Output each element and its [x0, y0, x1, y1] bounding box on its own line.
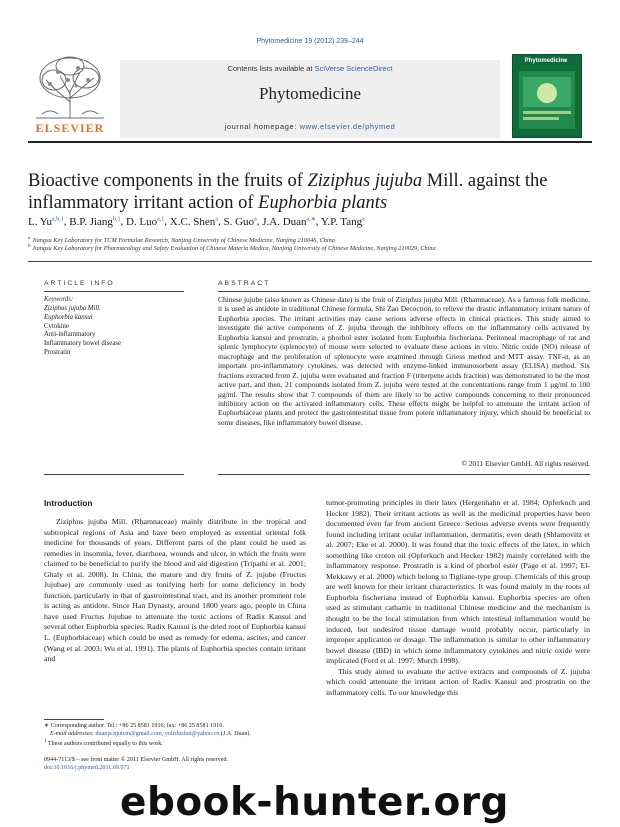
author[interactable]: X.C. Shen$^a$ [169, 215, 218, 228]
author[interactable]: J.A. Duan$^{a,∗}$ [262, 215, 316, 228]
contents-prefix: Contents lists available at [227, 64, 315, 73]
affiliation-b: $^b$ Jiangsu Key Laboratory for Pharmacology and Safety Evaluation of Chinese Materia Medica, Nanjing University of Chinese Medicine, Nanjing 210029, China [28, 244, 436, 253]
journal-homepage-line [120, 122, 500, 131]
title-text-1: Bioactive components in the fruits of [28, 171, 308, 191]
email-links[interactable]: duanja.njutcm@gmail.com, yulishishui@yahoo.cn [95, 731, 220, 737]
abstract-bottom-rule [218, 474, 590, 475]
article-info-bottom-rule [44, 474, 184, 475]
author[interactable]: L. Yu$^{a,b,1}$ [28, 215, 64, 228]
journal-citation[interactable]: Phytomedicine 19 (2012) 239–244 [256, 38, 364, 45]
journal-cover-image [512, 54, 582, 138]
article-info-rule [44, 291, 184, 292]
introduction-paragraph: This study aimed to evaluate the active extracts and compounds of Z. jujuba which could attenuate the irritant action of Radix Kansui and prostratin on the inflammatory cells. To our knowledge this [326, 666, 590, 697]
author-list: L. Yu$^{a,b,1}$, B.P. Jiang$^{b,1}$, D. Luo$^{a,1}$, X.C. Shen$^a$, S. Guo$^a$, J.A. Duan$^{a,∗}$, Y.P. Tang$^a$ [28, 215, 365, 228]
affiliation-a: $^a$ Jiangsu Key Laboratory for TCM Formulae Research, Nanjing University of Chinese Medicine, Nanjing 210046, China [28, 236, 335, 245]
title-text-2: Mill. against the inflammatory irritant action of [28, 171, 548, 213]
introduction-right-column [326, 498, 590, 698]
keyword: Euphorbia kansui [44, 313, 93, 321]
keyword: Cytokine [44, 322, 69, 330]
copyright-line: © 2011 Elsevier GmbH. All rights reserved. [461, 459, 590, 468]
article-info-heading: ARTICLE INFO [44, 280, 115, 287]
header-rule [28, 141, 592, 143]
publisher-logo-text: ELSEVIER [35, 121, 105, 135]
title-species: Ziziphus jujuba [307, 171, 423, 191]
homepage-prefix: journal homepage: [224, 122, 300, 131]
article-title [28, 170, 588, 214]
abstract-heading: ABSTRACT [218, 280, 271, 287]
title-genus: Euphorbia plants [258, 193, 388, 213]
journal-title: Phytomedicine [259, 84, 361, 103]
email-note: E-mail addresses: duanja.njutcm@gmail.com, yulishishui@yahoo.cn (J.A. Duan). [50, 731, 251, 737]
keyword: Inflammatory bowel disease [44, 340, 122, 348]
keywords-list [44, 305, 194, 358]
keyword: Anti-inflammatory [44, 331, 96, 339]
issn-info [44, 756, 306, 772]
issn-line: 0944-7113/$ – see front matter © 2011 Elsevier GmbH. All rights reserved. [44, 757, 229, 763]
abstract-text: Chinese jujube (also known as Chinese date) is the fruit of Ziziphus jujuba Mill. (Rhamnaceae). As a famous folk medicine, it is used as antidote in traditional Chinese formula, Shi Zao Decoction, to relieve the drastic inflammatory irritant nature of Euphorbia species. The irritant activities may cause serious adverse effects in clinical practices. This study aimed to investigate the active components of Z. jujuba through the inhibitory effects on the inflammatory cells activated by Euphorbia kansui and prostratin, a phorbol ester isolated from Euphorbia fischeriana. Peritoneal macrophage of rat and splenic lymphocyte (splenocyte) of mouse were selected to evaluate these actions in vitro. Nitric oxide (NO) release of macrophage and the proliferation of splenocyte were examined through Griess method and MTT assay. TNF-α, as an important pro-inflammatory cytokines, was detected with enzyme-linked immunosorbent assay (ELISA) method. Six fractions extracted from Z. jujuba were evaluated and fraction F (triterpene acids fraction) was demonstrated to be the most active part, and then, 21 compounds isolated from Z. jujuba were tested at the concentrations range from 1 μg/ml to 100 μg/ml. The results show that 7 compounds of them are likely to be active compounds concerning to their pronounced inhibitory action on the activated inflammatory cells. These effects might be helpful to attenuate the irritant action of Euphorbiaceae plants and protect the gastrointestinal tissue from potent inflammatory injury, which should be beneficial to some diseases, like inflammatory bowel disease. [218, 295, 590, 427]
keyword: Ziziphus jujuba Mill. [44, 305, 101, 312]
footnotes [44, 722, 306, 748]
author[interactable]: Y.P. Tang$^a$ [320, 215, 365, 228]
doi-link[interactable]: doi:10.1016/j.phymed.2011.09.071 [44, 765, 130, 771]
affiliation-rule [28, 261, 592, 262]
introduction-paragraph: tumor-promoting principles in their latex (Hergenhahn et al. 1984; Opferkuch and Hecker 1982). Their irritant actions as well as the medicinal properties have been documented even far from ancient Greece. Serious adverse events were frequently found including irritant ocular inflammation, dermatitis, even death (Shlamovitz et al. 2007; Eke et al. 2000). It was found that the toxic effects of the latex, in which something like croton oil (Opferkuch and Hecker 1982) mainly correlated with the inflammatory response. Prostratin is a kind of phorbol ester (Page et al. 1997; El-Mekkawy et al. 2000) which belong to Tigliane-type group. Chemicals of this group are well known for their irritant characteristics. It was found mainly in the roots of Euphorbia fischeriana instead of Euphorbia kansui. Euphorbia species are often used as stimulant cathartic in traditional Chinese medicine and the mechanism is thought to be the local stimulation from which intestinal inflammation would be induced, but undesired tissue damage would probably occur, particularly in improper application or dosage. The inflammation is similar to other inflammatory bowel disease (IBD) in which some inflammatory cytokines and nitric oxide were implicated (Ford et al. 1997; Murch 1998). [326, 498, 590, 666]
author[interactable]: S. Guo$^a$ [223, 215, 257, 228]
abstract-rule [218, 291, 590, 292]
watermark-text: ebook-hunter.org [120, 780, 509, 825]
cover-art-icon [513, 55, 581, 137]
contents-line [120, 64, 500, 73]
keywords-label: Keywords: [44, 296, 74, 303]
author[interactable]: D. Luo$^{a,1}$ [125, 215, 165, 228]
introduction-left-column: Ziziphus jujuba Mill. (Rhamnaceae) mainly distribute in the tropical and subtropical regions of Asia and have been employed as essential oriental folk medicine for thousands of years. Different parts of the plant could be used as remedies in insomnia, fever, diarrhoea, wounds and ulcer, in which the fruits were claimed to be beneficial to purify the blood and aid digestion (Tripathi et al. 2001; Ghaly et al. 2008). In China, the mature and dry fruits of Z. jujube (Fructus Jujubae) are commonly used as tonifying herb for some deficiency in body function, particularly in that of gastrointestinal tract, and its another prominent role is acting as antidote. Since Han Dynasty, around 1800 years ago, people in China have used Fructus Jujubae to attenuate the toxic actions of Radix Kansui and several other Euphorbia species. Radix Kansui is the dried root of Euphorbia kansui L. (Euphorbiaceae) which could be used as remedy for edema, ascites, and cancer (Wang et al. 2003; Wu et al. 1991). The plants of Euphorbia species contain irritant and [44, 517, 306, 664]
cover-title: Phytomedicine [524, 58, 568, 64]
corresponding-author-note: ∗ Corresponding author. Tel.: +86 25 8581 1916; fax: +86 25 8581 1916. [44, 723, 224, 729]
footnote-rule [44, 719, 104, 720]
introduction-heading: Introduction [44, 498, 93, 508]
author[interactable]: B.P. Jiang$^{b,1}$ [69, 215, 121, 228]
journal-homepage-link[interactable]: www.elsevier.de/phymed [299, 122, 396, 131]
equal-contribution-note: $^1$ These authors contributed equally to this work. [44, 739, 163, 748]
keyword: Prostratin [44, 348, 71, 356]
sciencedirect-link[interactable]: SciVerse ScienceDirect [314, 64, 393, 73]
